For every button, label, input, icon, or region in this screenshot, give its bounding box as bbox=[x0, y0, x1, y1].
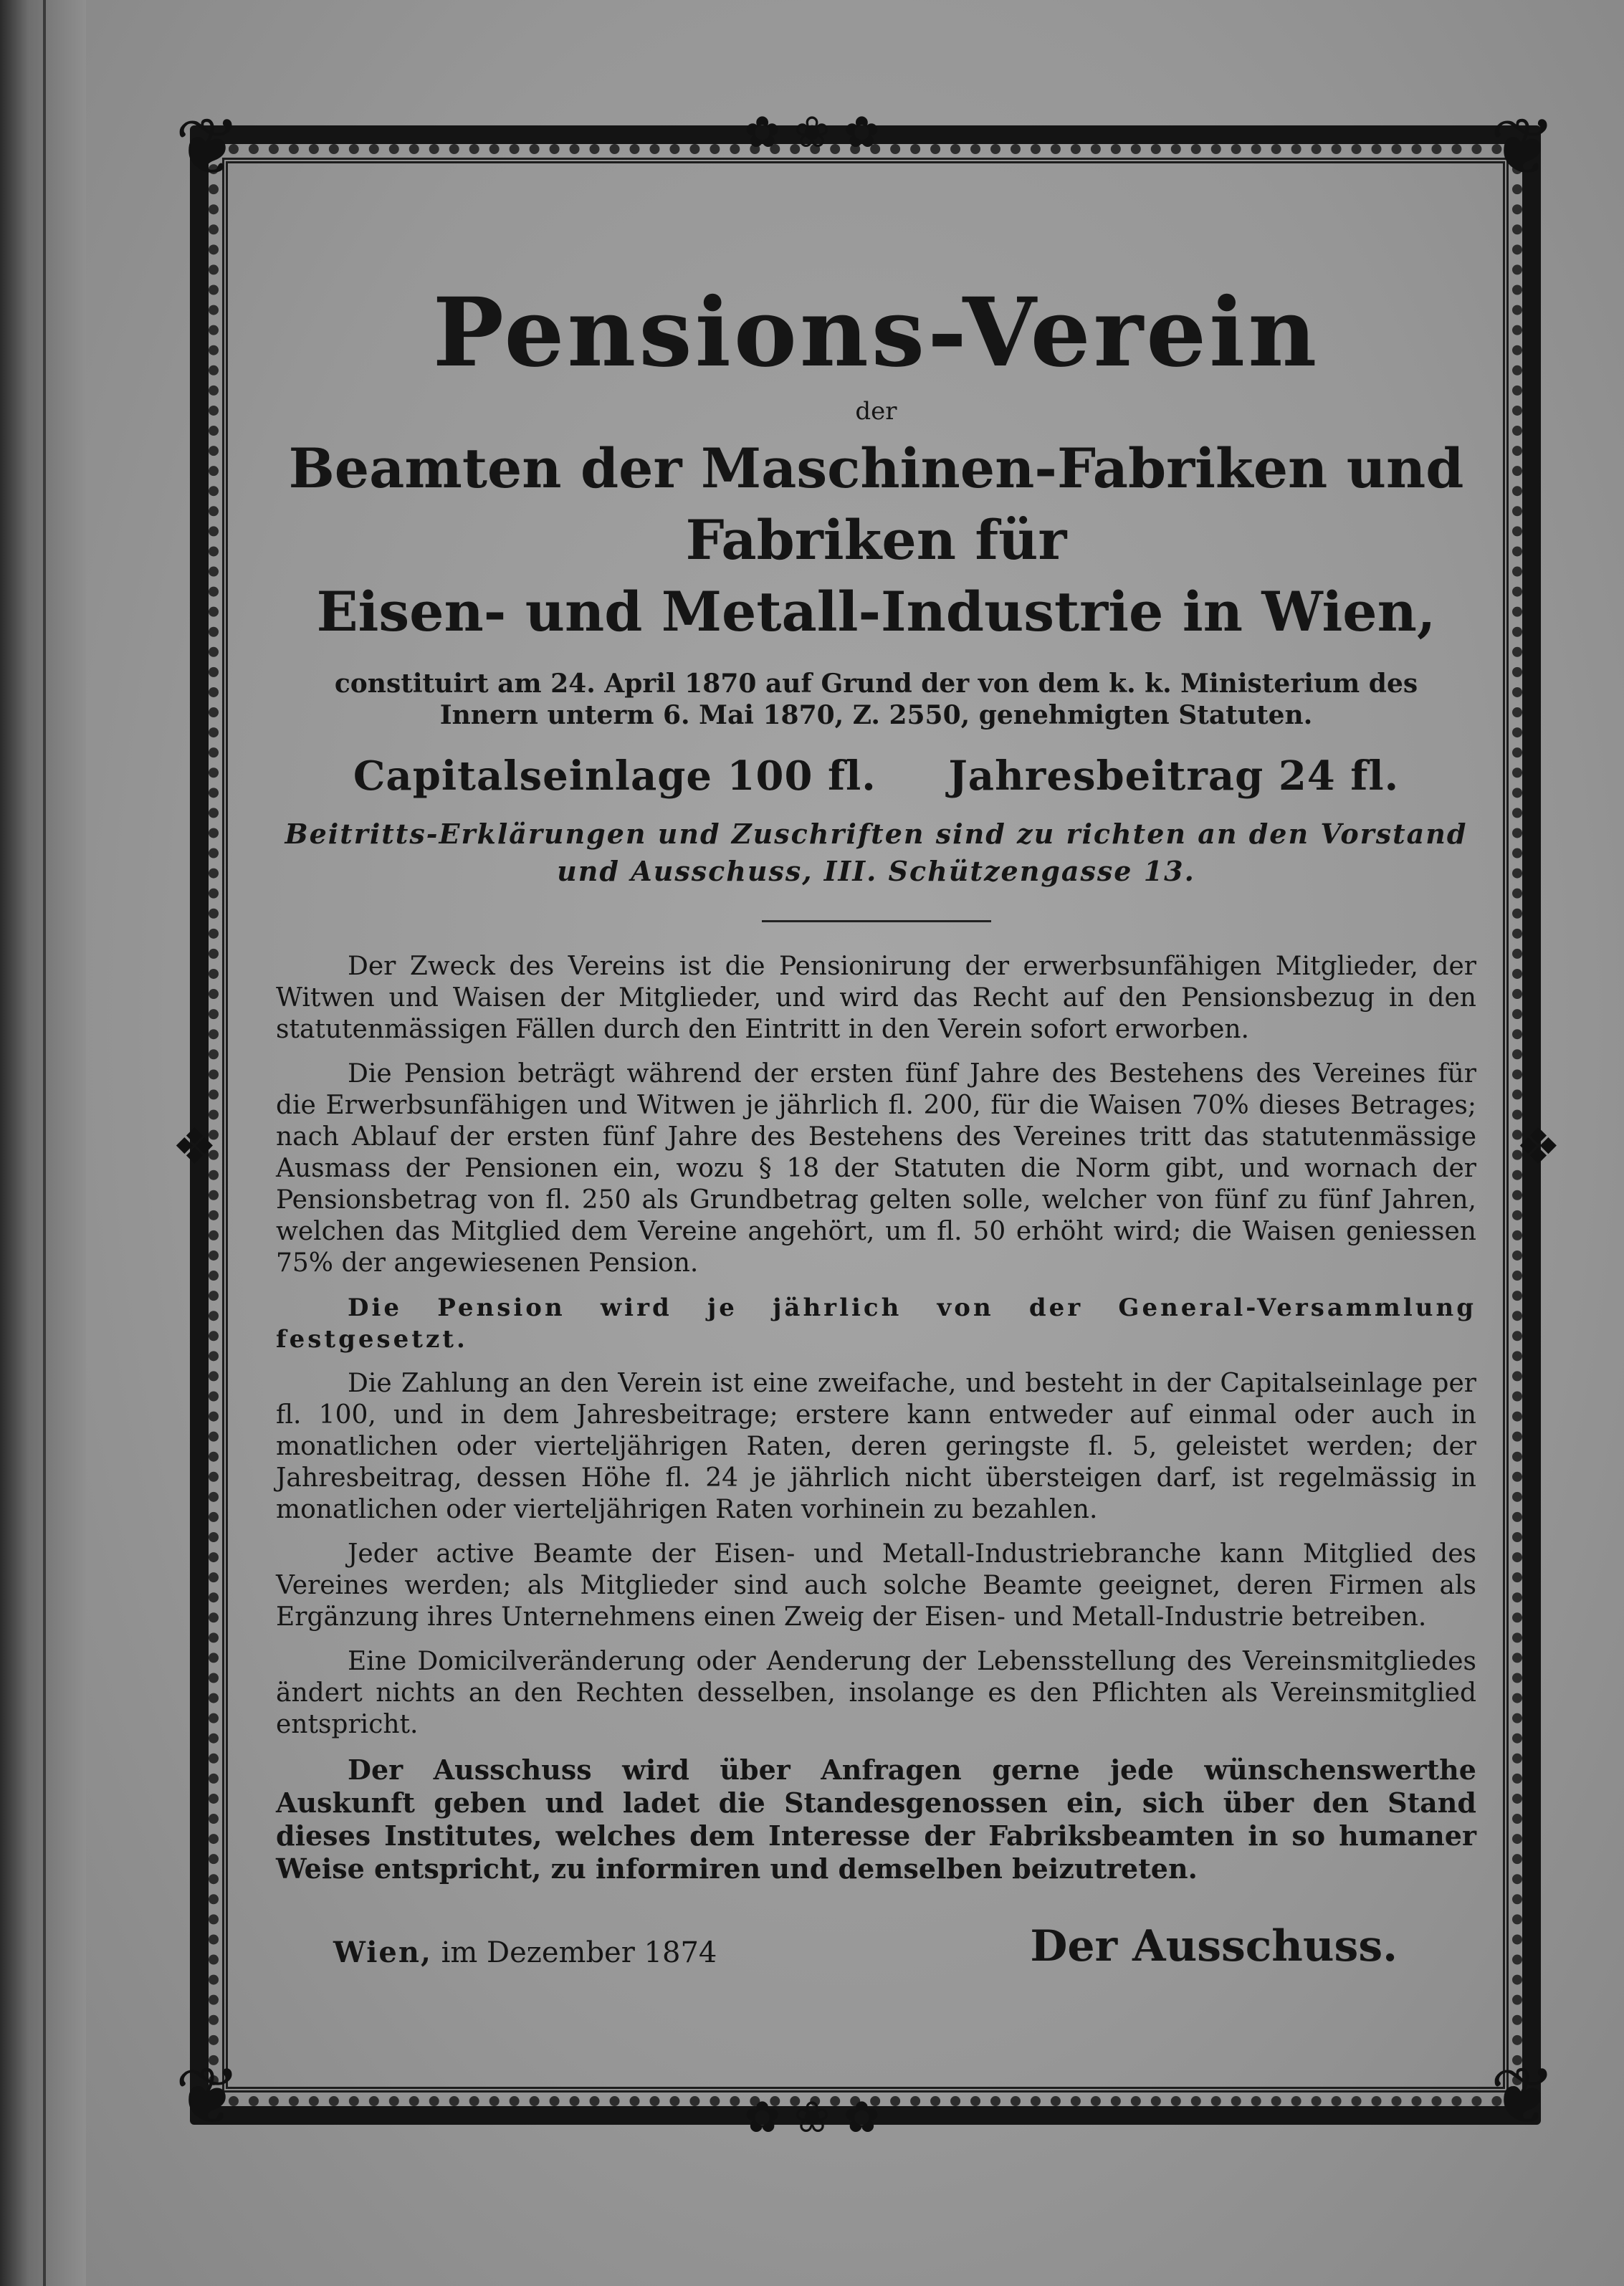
scan-binding-line bbox=[43, 0, 46, 2286]
paragraph-domicile: Eine Domicilveränderung oder Aenderung der Lebensstellung des Vereinsmitgliedes ändert nichts an den Rechten desselben, insolange es den Pflichten als Vereinsmitglied entspricht. bbox=[276, 1647, 1476, 1739]
ornament-corner-icon: ❦ bbox=[1489, 101, 1557, 193]
annual-fee: Jahresbeitrag 24 fl. bbox=[948, 752, 1400, 800]
ornament-flourish-icon: ❖ bbox=[1516, 1117, 1561, 1176]
fees-line bbox=[269, 752, 1484, 800]
subtitle-line-1: Beamten der Maschinen-Fabriken und Fabriken für bbox=[288, 436, 1464, 572]
ornament-corner-icon: ❦ bbox=[1489, 2050, 1557, 2142]
paragraph-membership: Jeder active Beamte der Eisen- und Metall-Industriebranche kann Mitglied des Vereines werden; als Mitglieder sind auch solche Beamte geeignet, deren Firmen als Ergänzung ihres Unternehmens einen Zweig der Eisen- und Metall-Industrie betreiben. bbox=[276, 1539, 1476, 1632]
document-content bbox=[269, 236, 1484, 1986]
ornament-flourish-icon: ✿ ❀ ✿ bbox=[744, 2093, 880, 2143]
constitution-statement: constituirt am 24. April 1870 auf Grund der von dem k. k. Ministerium des Innern unterm 6. Mai 1870, Z. 2550, genehmigten Statuten. bbox=[334, 669, 1418, 730]
subtitle-line-2: Eisen- und Metall-Industrie in Wien, bbox=[316, 580, 1436, 644]
ornament-corner-icon: ❦ bbox=[174, 2050, 242, 2142]
document-footer bbox=[269, 1921, 1484, 1986]
place-city: Wien, bbox=[333, 1936, 432, 1969]
signature: Der Ausschuss. bbox=[1030, 1921, 1398, 1971]
paragraph-payment: Die Zahlung an den Verein ist eine zweifache, und besteht in der Capitalseinlage per fl. 100, und in dem Jahresbeitrage; erstere kann entweder auf einmal oder auch in monatlichen oder vierteljährigen Raten, deren geringste fl. 5, geleistet werden; der Jahresbeitrag, dessen Höhe fl. 24 je jährlich nicht übersteigen darf, ist regelmässig in monatlichen oder vierteljährigen Raten vorhinein zu bezahlen. bbox=[276, 1369, 1476, 1524]
capital-fee: Capitalseinlage 100 fl. bbox=[353, 752, 877, 800]
paragraph-general-assembly: Die Pension wird je jährlich von der General-Versammlung festgesetzt. bbox=[276, 1293, 1476, 1354]
ornament-flourish-icon: ❖ bbox=[172, 1117, 217, 1176]
paragraph-pension-amount: Die Pension beträgt während der ersten fünf Jahre des Bestehens des Vereines für die Erwerbsunfähigen und Witwen je jährlich fl. 200, für die Waisen 70% dieses Betrages; nach Ablauf der ersten fünf Jahre des Bestehens des Vereines tritt das statutenmässige Ausmass der Pensionen ein, wozu § 18 der Statuten die Norm gibt, und wornach der Pensionsbetrag von fl. 250 als Grundbetrag gelten solle, welcher von fünf zu fünf Jahren, welchen das Mitglied dem Vereine angehört, um fl. 50 erhöht wird; die Waisen geniessen 75% der angewiesenen Pension. bbox=[276, 1059, 1476, 1278]
contact-note: Beitritts-Erklärungen und Zuschriften sind zu richten an den Vorstand und Ausschuss, III. Schützengasse 13. bbox=[285, 818, 1468, 887]
document-title: Pensions-Verein bbox=[432, 277, 1320, 388]
date-text: im Dezember 1874 bbox=[441, 1936, 717, 1969]
ornament-corner-icon: ❦ bbox=[174, 101, 242, 193]
ornament-flourish-icon: ✿ ❀ ✿ bbox=[744, 107, 880, 158]
paragraph-invitation: Der Ausschuss wird über Anfragen gerne jede wünschenswerthe Auskunft geben und ladet die Standesgenossen ein, sich über den Stand dieses Institutes, welches dem Interesse der Fabriksbeamten in so humaner Weise entspricht, zu informiren und demselben beizutreten. bbox=[276, 1754, 1476, 1885]
title-connector: der bbox=[855, 397, 897, 426]
place-and-date bbox=[333, 1936, 717, 1969]
paragraph-purpose: Der Zweck des Vereins ist die Pensionirung der erwerbsunfähigen Mitglieder, der Witwen und Waisen der Mitglieder, und wird das Recht auf den Pensionsbezug in den statutenmässigen Fällen durch den Eintritt in den Verein sofort erworben. bbox=[276, 952, 1476, 1044]
section-divider bbox=[762, 920, 991, 922]
